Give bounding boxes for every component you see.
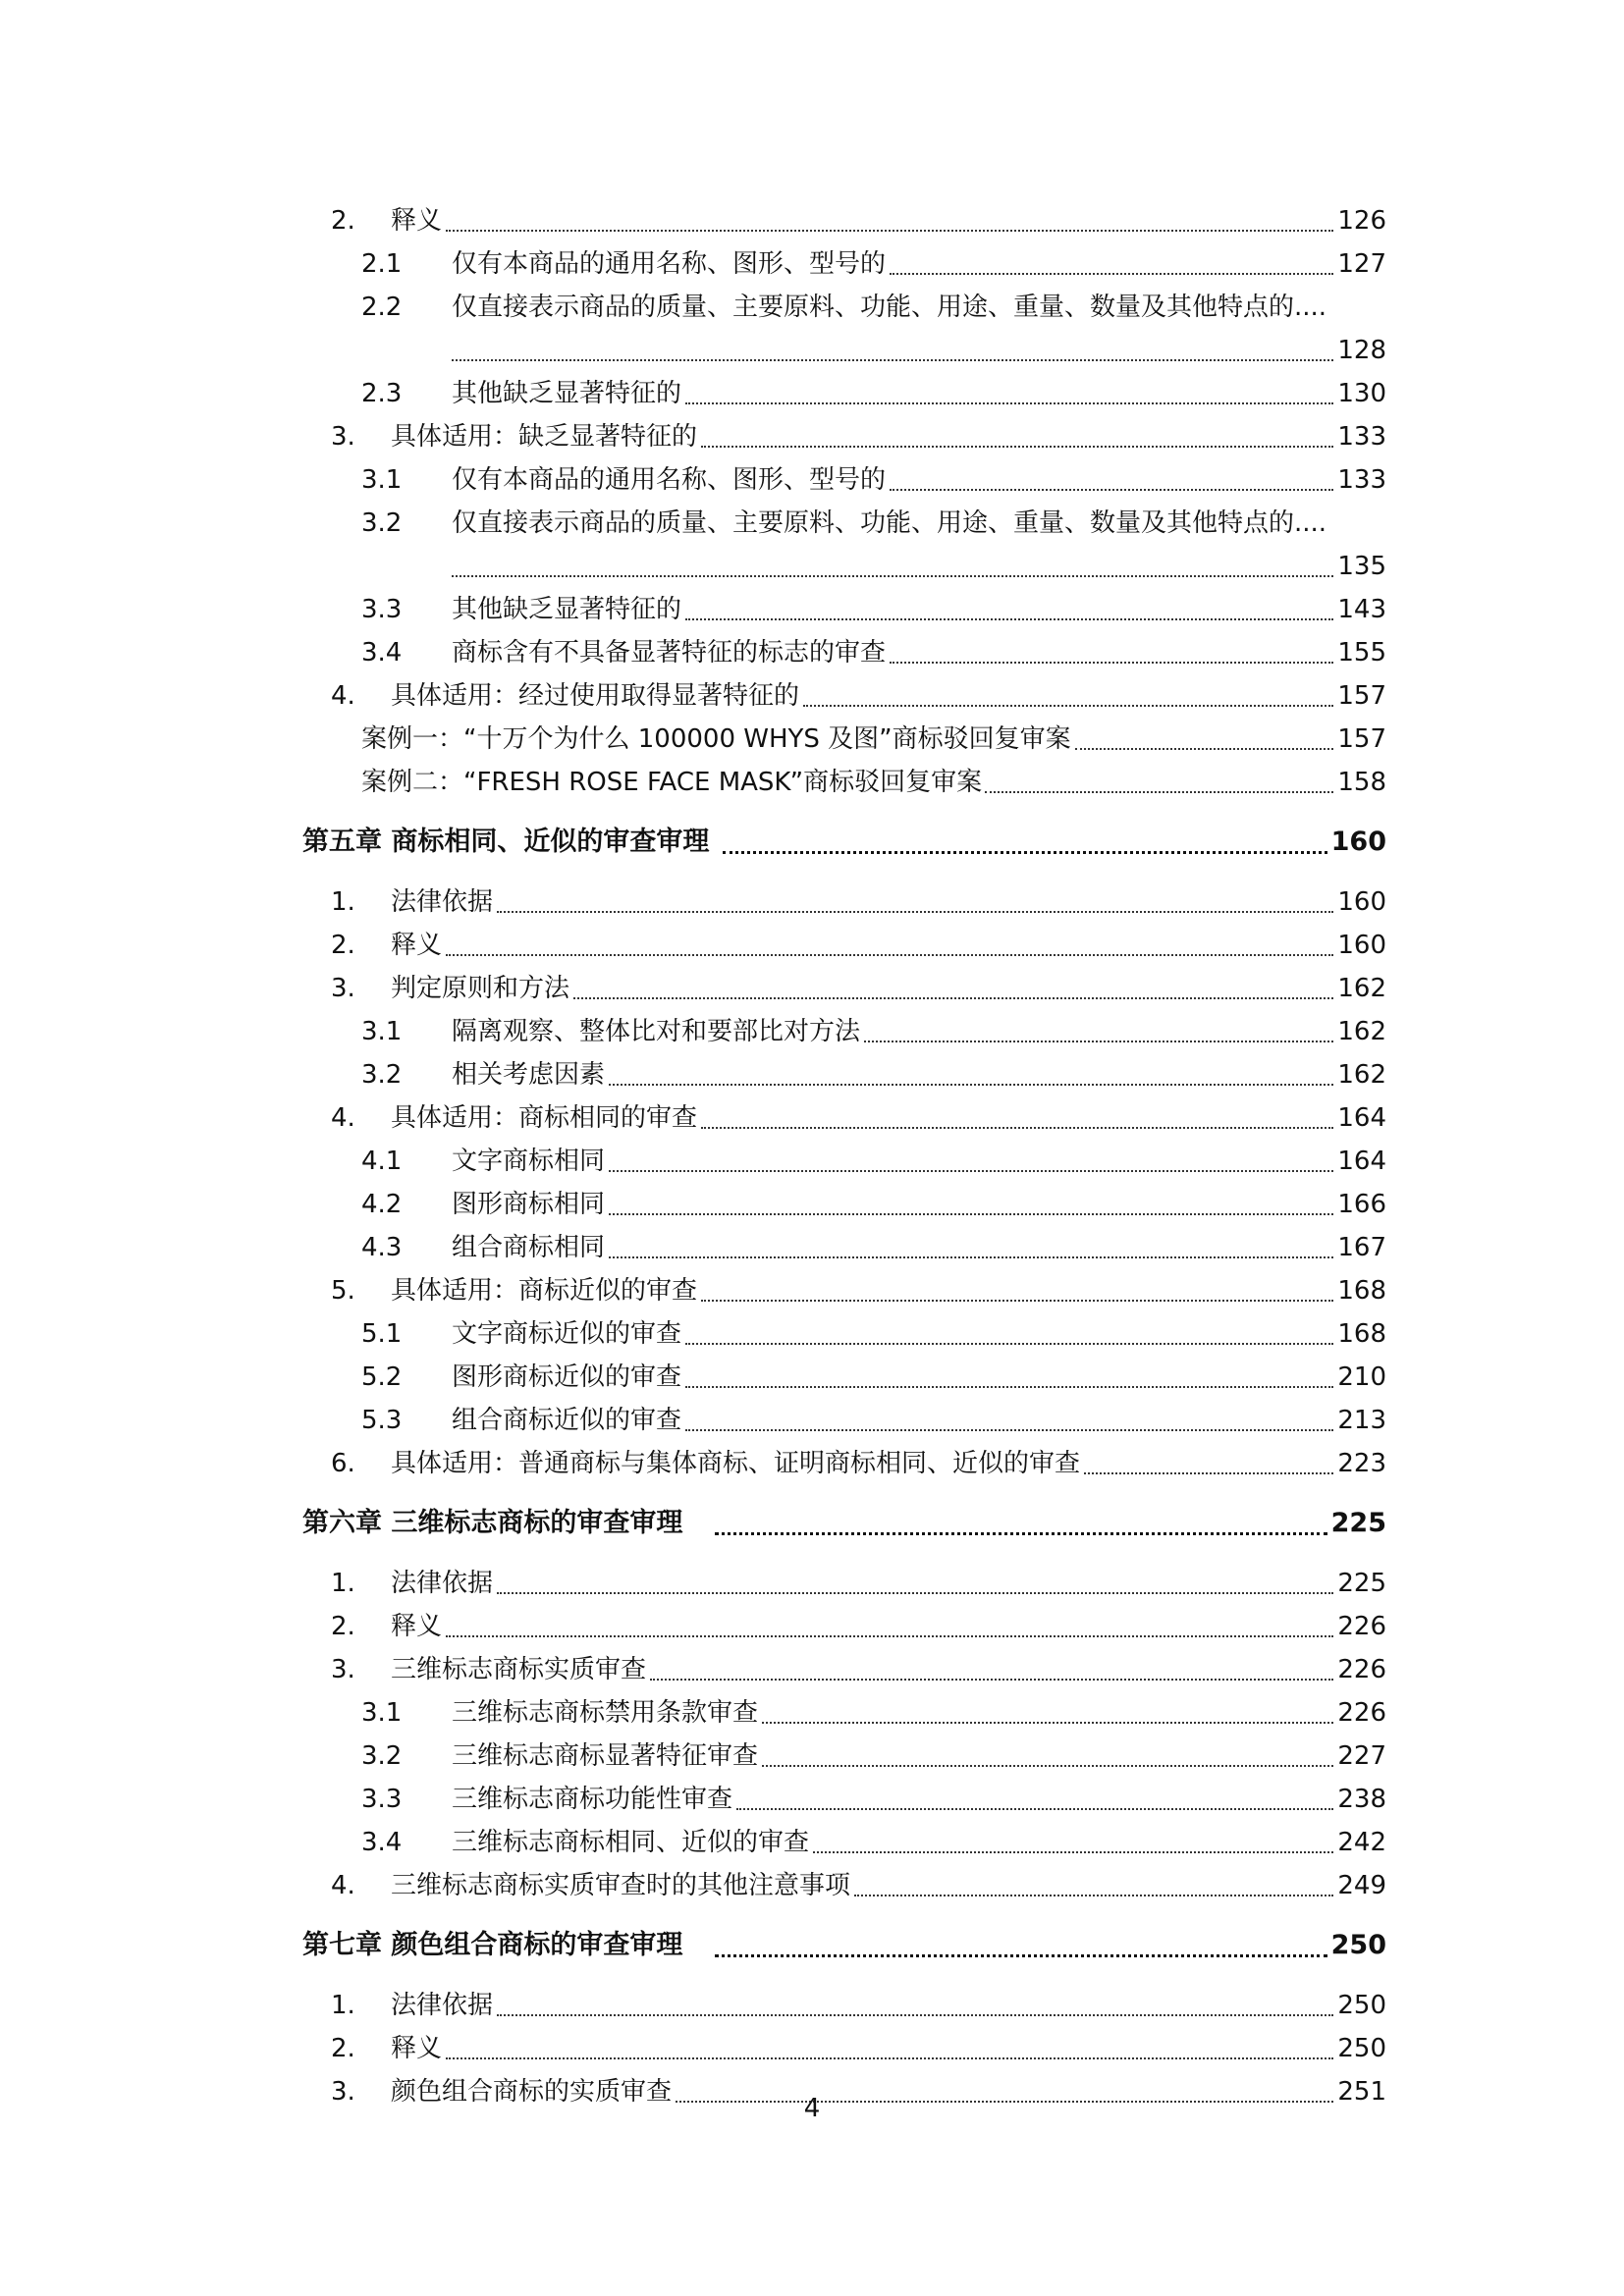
- toc-entry-title: 文字商标近似的审查: [452, 1319, 682, 1349]
- toc-chapter-entry[interactable]: [0, 1924, 1624, 1967]
- toc-entry-page: 126: [1337, 206, 1386, 236]
- toc-dot-leader: [609, 1084, 1333, 1086]
- toc-dot-leader: [685, 1386, 1333, 1388]
- toc-entry[interactable]: [0, 372, 1624, 415]
- toc-entry-title: 三维标志商标禁用条款审查: [452, 1698, 759, 1728]
- toc-entry-page: 162: [1337, 974, 1386, 1003]
- toc-entry-number: 5.3: [361, 1406, 403, 1435]
- toc-dot-leader: [1075, 748, 1334, 750]
- toc-entry[interactable]: [0, 718, 1624, 761]
- toc-entry-page: 157: [1337, 724, 1386, 754]
- toc-dot-leader: [452, 575, 1333, 577]
- toc-entry-number: 4.2: [361, 1190, 403, 1219]
- toc-entry-number: 2.: [331, 1612, 355, 1641]
- toc-entry-page: 213: [1337, 1406, 1386, 1435]
- toc-dot-leader: [609, 1256, 1333, 1258]
- toc-entry-page: 226: [1337, 1698, 1386, 1728]
- toc-entry-title: 隔离观察、整体比对和要部比对方法: [452, 1017, 861, 1046]
- toc-dot-leader: [762, 1722, 1333, 1724]
- toc-entry-title: 其他缺乏显著特征的: [452, 595, 682, 624]
- toc-entry-page: 133: [1337, 422, 1386, 452]
- toc-entry-page: 226: [1337, 1655, 1386, 1684]
- toc-entry-page: 164: [1337, 1147, 1386, 1176]
- toc-entry-number: 3.: [331, 422, 355, 452]
- toc-entry-title: 第六章 三维标志商标的审查审理: [302, 1508, 683, 1538]
- toc-entry[interactable]: [0, 1442, 1624, 1485]
- toc-entry-number: 4.3: [361, 1233, 403, 1262]
- toc-dot-leader: [864, 1041, 1333, 1042]
- toc-entry-page: 155: [1337, 638, 1386, 667]
- toc-entry[interactable]: [0, 1140, 1624, 1183]
- toc-entry-number: 3.1: [361, 1017, 403, 1046]
- toc-entry-title: 具体适用：商标近似的审查: [391, 1276, 698, 1306]
- toc-entry-page: 250: [1337, 1991, 1386, 2020]
- toc-entry-title: 三维标志商标实质审查时的其他注意事项: [391, 1871, 851, 1900]
- toc-dot-leader: [715, 1532, 1327, 1535]
- toc-entry-number: 3.2: [361, 1741, 403, 1771]
- toc-entry-number: 3.2: [361, 1060, 403, 1090]
- toc-entry-number: 1.: [331, 1991, 355, 2020]
- toc-dot-leader: [497, 2014, 1333, 2016]
- toc-entry[interactable]: [0, 1269, 1624, 1312]
- page-number: 4: [803, 2094, 821, 2123]
- toc-entry-title: 颜色组合商标的实质审查: [391, 2077, 673, 2107]
- toc-entry-page: 158: [1337, 768, 1386, 797]
- toc-entry[interactable]: [0, 2027, 1624, 2070]
- toc-chapter-entry[interactable]: [0, 821, 1624, 864]
- toc-entry-page: 135: [1337, 552, 1386, 581]
- toc-entry-page: 157: [1337, 681, 1386, 711]
- toc-entry-number: 3.: [331, 974, 355, 1003]
- toc-entry-number: 3.2: [361, 508, 403, 538]
- toc-entry[interactable]: [0, 1226, 1624, 1269]
- toc-entry-number: 4.: [331, 1871, 355, 1900]
- toc-entry-page: 225: [1330, 1508, 1386, 1538]
- toc-entry[interactable]: [0, 1735, 1624, 1778]
- toc-entry-title: 案例二：“FRESH ROSE FACE MASK”商标驳回复审案: [361, 768, 983, 797]
- toc-entry[interactable]: [0, 761, 1624, 804]
- toc-chapter-entry[interactable]: [0, 1502, 1624, 1545]
- toc-entry-number: 4.1: [361, 1147, 403, 1176]
- toc-dot-leader: [890, 273, 1333, 275]
- toc-entry-page: 164: [1337, 1103, 1386, 1133]
- toc-entry[interactable]: [0, 674, 1624, 718]
- toc-entry[interactable]: [0, 1562, 1624, 1605]
- toc-entry-title: 三维标志商标实质审查: [391, 1655, 647, 1684]
- toc-entry-number: 2.1: [361, 249, 403, 279]
- toc-entry[interactable]: [0, 1096, 1624, 1140]
- toc-entry[interactable]: [0, 1356, 1624, 1399]
- toc-dot-leader: [609, 1170, 1333, 1172]
- toc-entry-page: 225: [1337, 1569, 1386, 1598]
- toc-entry[interactable]: [0, 415, 1624, 458]
- toc-entry-page: 238: [1337, 1785, 1386, 1814]
- toc-entry[interactable]: [0, 1821, 1624, 1864]
- toc-entry-title: 法律依据: [391, 887, 494, 917]
- toc-entry-number: 1.: [331, 1569, 355, 1598]
- toc-entry-title: 具体适用：商标相同的审查: [391, 1103, 698, 1133]
- toc-entry[interactable]: [0, 1399, 1624, 1442]
- toc-entry-title: 组合商标相同: [452, 1233, 606, 1262]
- toc-entry-title: 图形商标相同: [452, 1190, 606, 1219]
- toc-entry-number: 1.: [331, 887, 355, 917]
- toc-entry-title: 文字商标相同: [452, 1147, 606, 1176]
- toc-entry-title: 相关考虑因素: [452, 1060, 606, 1090]
- toc-entry-title: 法律依据: [391, 1569, 494, 1598]
- toc-dot-leader: [446, 954, 1333, 956]
- toc-entry[interactable]: [0, 631, 1624, 674]
- toc-entry-number: 3.: [331, 1655, 355, 1684]
- toc-entry-page: 167: [1337, 1233, 1386, 1262]
- toc-entry-title: 仅有本商品的通用名称、图形、型号的: [452, 249, 887, 279]
- toc-dot-leader: [609, 1213, 1333, 1215]
- toc-dot-leader: [701, 446, 1333, 448]
- toc-entry[interactable]: [0, 329, 1624, 372]
- toc-entry-title: 三维标志商标功能性审查: [452, 1785, 733, 1814]
- toc-dot-leader: [685, 1343, 1333, 1345]
- toc-entry-page: 249: [1337, 1871, 1386, 1900]
- toc-entry-number: 2.: [331, 931, 355, 960]
- toc-entry[interactable]: [0, 458, 1624, 502]
- toc-entry-title: 具体适用：缺乏显著特征的: [391, 422, 698, 452]
- toc-entry-number: 3.1: [361, 1698, 403, 1728]
- toc-entry-title: 第五章 商标相同、近似的审查审理: [302, 827, 710, 857]
- toc-entry-title: 释义: [391, 1612, 443, 1641]
- toc-entry-title: 组合商标近似的审查: [452, 1406, 682, 1435]
- toc-entry-page: 168: [1337, 1276, 1386, 1306]
- toc-entry-title: 具体适用：经过使用取得显著特征的: [391, 681, 800, 711]
- toc-entry-number: 3.4: [361, 638, 403, 667]
- toc-dot-leader: [573, 997, 1333, 999]
- toc-dot-leader: [701, 1300, 1333, 1302]
- toc-entry-title: 图形商标近似的审查: [452, 1362, 682, 1392]
- toc-entry-number: 3.3: [361, 595, 403, 624]
- toc-entry[interactable]: [0, 242, 1624, 286]
- toc-entry-number: 2.: [331, 2034, 355, 2063]
- toc-entry[interactable]: [0, 1605, 1624, 1648]
- toc-entry[interactable]: [0, 1053, 1624, 1096]
- toc-entry-title: 法律依据: [391, 1991, 494, 2020]
- toc-dot-leader: [715, 1954, 1327, 1957]
- toc-dot-leader: [650, 1679, 1333, 1681]
- toc-entry-page: 143: [1337, 595, 1386, 624]
- toc-entry-title: 三维标志商标显著特征审查: [452, 1741, 759, 1771]
- toc-entry-page: 227: [1337, 1741, 1386, 1771]
- toc-entry-number: 5.1: [361, 1319, 403, 1349]
- toc-entry-page: 166: [1337, 1190, 1386, 1219]
- toc-entry[interactable]: [0, 1778, 1624, 1821]
- toc-entry[interactable]: [0, 1010, 1624, 1053]
- toc-entry-title: 仅有本商品的通用名称、图形、型号的: [452, 465, 887, 495]
- toc-dot-leader: [890, 662, 1333, 664]
- toc-entry-number: 6.: [331, 1449, 355, 1478]
- toc-entry-title: 其他缺乏显著特征的: [452, 379, 682, 408]
- toc-entry-page: 168: [1337, 1319, 1386, 1349]
- toc-entry-page: 250: [1330, 1930, 1386, 1960]
- toc-dot-leader: [723, 851, 1327, 854]
- toc-entry-page: 128: [1337, 336, 1386, 365]
- toc-dot-leader: [803, 705, 1333, 707]
- toc-dot-leader: [685, 1429, 1333, 1431]
- toc-entry[interactable]: [0, 1984, 1624, 2027]
- toc-entry[interactable]: [0, 1691, 1624, 1735]
- toc-dot-leader: [762, 1765, 1333, 1767]
- toc-entry-number: 3.3: [361, 1785, 403, 1814]
- toc-entry-number: 5.2: [361, 1362, 403, 1392]
- toc-dot-leader: [890, 489, 1333, 491]
- toc-dot-leader: [813, 1851, 1333, 1853]
- toc-entry[interactable]: [0, 502, 1624, 545]
- toc-entry[interactable]: [0, 286, 1624, 329]
- toc-dot-leader: [497, 1592, 1333, 1594]
- toc-dot-leader: [446, 2057, 1333, 2059]
- toc-entry-title: 判定原则和方法: [391, 974, 570, 1003]
- toc-entry-page: 162: [1337, 1017, 1386, 1046]
- toc-entry[interactable]: [0, 924, 1624, 967]
- toc-entry[interactable]: [0, 199, 1624, 242]
- toc-entry-number: 3.: [331, 2077, 355, 2107]
- toc-entry-number: 5.: [331, 1276, 355, 1306]
- toc-entry-page: 130: [1337, 379, 1386, 408]
- toc-entry-title: 释义: [391, 931, 443, 960]
- toc-dot-leader: [985, 791, 1333, 793]
- toc-entry-number: 4.: [331, 1103, 355, 1133]
- toc-entry-page: 250: [1337, 2034, 1386, 2063]
- toc-entry-title: 释义: [391, 206, 443, 236]
- toc-entry-page: 210: [1337, 1362, 1386, 1392]
- toc-entry-page: 160: [1330, 827, 1386, 857]
- toc-entry-page: 160: [1337, 887, 1386, 917]
- toc-entry[interactable]: [0, 1183, 1624, 1226]
- toc-dot-leader: [701, 1127, 1333, 1129]
- toc-entry-title: 仅直接表示商品的质量、主要原料、功能、用途、重量、数量及其他特点的....: [452, 508, 1327, 538]
- toc-entry-page: 133: [1337, 465, 1386, 495]
- toc-entry-title: 仅直接表示商品的质量、主要原料、功能、用途、重量、数量及其他特点的....: [452, 293, 1327, 322]
- toc-entry-page: 251: [1337, 2077, 1386, 2107]
- toc-entry-title: 三维标志商标相同、近似的审查: [452, 1828, 810, 1857]
- toc-entry-page: 226: [1337, 1612, 1386, 1641]
- toc-dot-leader: [497, 911, 1333, 913]
- toc-dot-leader: [854, 1895, 1333, 1896]
- toc-entry-title: 释义: [391, 2034, 443, 2063]
- toc-entry-page: 160: [1337, 931, 1386, 960]
- toc-entry[interactable]: [0, 588, 1624, 631]
- toc-entry-title: 案例一：“十万个为什么 100000 WHYS 及图”商标驳回复审案: [361, 724, 1071, 754]
- toc-entry-page: 162: [1337, 1060, 1386, 1090]
- toc-entry[interactable]: [0, 881, 1624, 924]
- toc-entry-number: 3.4: [361, 1828, 403, 1857]
- toc-entry-title: 具体适用：普通商标与集体商标、证明商标相同、近似的审查: [391, 1449, 1081, 1478]
- toc-entry-page: 242: [1337, 1828, 1386, 1857]
- toc-dot-leader: [685, 618, 1333, 620]
- toc-dot-leader: [1084, 1472, 1333, 1474]
- toc-entry[interactable]: [0, 1648, 1624, 1691]
- toc-entry[interactable]: [0, 967, 1624, 1010]
- toc-dot-leader: [685, 402, 1333, 404]
- toc-entry-number: 2.3: [361, 379, 403, 408]
- toc-entry-number: 3.1: [361, 465, 403, 495]
- toc-dot-leader: [446, 230, 1333, 232]
- toc-entry-title: 第七章 颜色组合商标的审查审理: [302, 1930, 683, 1960]
- toc-entry-title: 商标含有不具备显著特征的标志的审查: [452, 638, 887, 667]
- toc-dot-leader: [736, 1808, 1333, 1810]
- toc-dot-leader: [446, 1635, 1333, 1637]
- toc-entry[interactable]: [0, 1312, 1624, 1356]
- toc-entry[interactable]: [0, 1864, 1624, 1907]
- toc-entry[interactable]: [0, 545, 1624, 588]
- toc-entry-page: 223: [1337, 1449, 1386, 1478]
- toc-entry-number: 2.2: [361, 293, 403, 322]
- toc-entry-page: 127: [1337, 249, 1386, 279]
- toc-entry-number: 2.: [331, 206, 355, 236]
- toc-dot-leader: [452, 359, 1333, 361]
- toc-entry-number: 4.: [331, 681, 355, 711]
